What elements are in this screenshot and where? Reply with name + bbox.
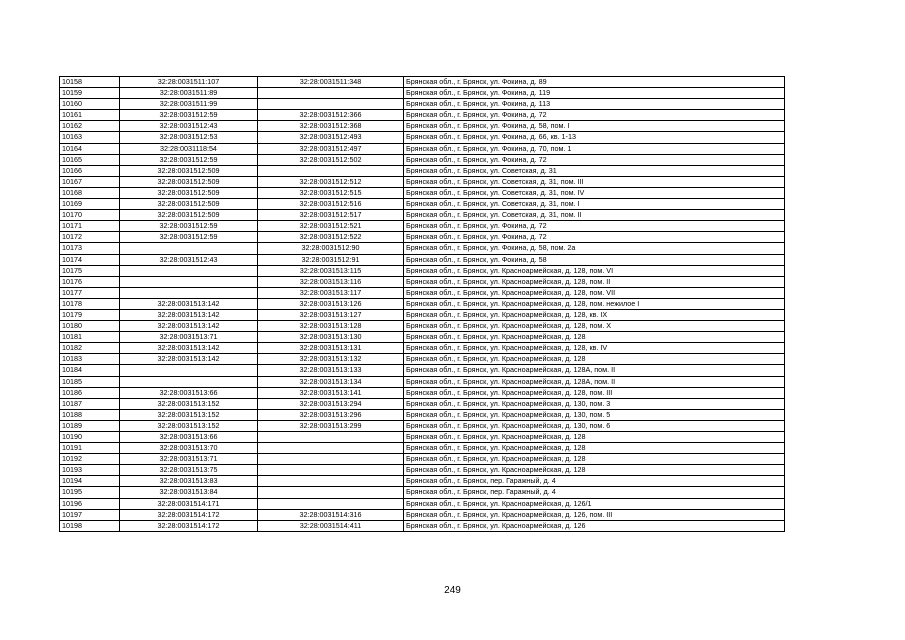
address-cell: Брянская обл., г. Брянск, ул. Красноармейская, д. 130, пом. 6 (404, 420, 785, 431)
object-cadastral-number-cell: 32:28:0031513:116 (258, 276, 404, 287)
address-cell: Брянская обл., г. Брянск, ул. Фокина, д. 58, пом. I (404, 121, 785, 132)
object-cadastral-number-cell: 32:28:0031512:91 (258, 254, 404, 265)
address-cell: Брянская обл., г. Брянск, ул. Красноармейская, д. 130, пом. 5 (404, 409, 785, 420)
cadastral-number-cell (120, 243, 258, 254)
object-cadastral-number-cell: 32:28:0031512:366 (258, 110, 404, 121)
address-cell: Брянская обл., г. Брянск, ул. Красноармейская, д. 128 (404, 432, 785, 443)
table-row (60, 454, 785, 465)
cadastral-number-cell: 32:28:0031512:509 (120, 165, 258, 176)
cadastral-number-cell: 32:28:0031512:59 (120, 232, 258, 243)
cadastral-number-cell: 32:28:0031513:142 (120, 354, 258, 365)
object-cadastral-number-cell (258, 165, 404, 176)
cadastral-number-cell: 32:28:0031513:142 (120, 343, 258, 354)
table-row (60, 298, 785, 309)
table-row (60, 520, 785, 531)
object-cadastral-number-cell: 32:28:0031512:368 (258, 121, 404, 132)
cadastral-number-cell: 32:28:0031513:71 (120, 332, 258, 343)
row-number-cell: 10188 (60, 409, 120, 420)
address-cell: Брянская обл., г. Брянск, ул. Красноармейская, д. 128, пом. VI (404, 265, 785, 276)
object-cadastral-number-cell (258, 88, 404, 99)
row-number-cell: 10165 (60, 154, 120, 165)
address-cell: Брянская обл., г. Брянск, ул. Фокина, д. 72 (404, 232, 785, 243)
row-number-cell: 10167 (60, 176, 120, 187)
row-number-cell: 10169 (60, 199, 120, 210)
table-row (60, 343, 785, 354)
cadastral-number-cell: 32:28:0031513:66 (120, 387, 258, 398)
row-number-cell: 10170 (60, 210, 120, 221)
cadastral-number-cell (120, 365, 258, 376)
cadastral-number-cell: 32:28:0031513:66 (120, 432, 258, 443)
row-number-cell: 10191 (60, 443, 120, 454)
object-cadastral-number-cell (258, 487, 404, 498)
address-cell: Брянская обл., г. Брянск, ул. Красноармейская, д. 128, кв. IV (404, 343, 785, 354)
object-cadastral-number-cell: 32:28:0031511:348 (258, 77, 404, 88)
object-cadastral-number-cell: 32:28:0031514:411 (258, 520, 404, 531)
table-row (60, 354, 785, 365)
object-cadastral-number-cell: 32:28:0031513:141 (258, 387, 404, 398)
object-cadastral-number-cell: 32:28:0031513:294 (258, 398, 404, 409)
table-row (60, 432, 785, 443)
object-cadastral-number-cell: 32:28:0031512:512 (258, 176, 404, 187)
object-cadastral-number-cell (258, 454, 404, 465)
cadastral-number-cell: 32:28:0031512:59 (120, 110, 258, 121)
cadastral-number-cell: 32:28:0031513:70 (120, 443, 258, 454)
row-number-cell: 10190 (60, 432, 120, 443)
object-cadastral-number-cell (258, 432, 404, 443)
table-row (60, 132, 785, 143)
cadastral-number-cell: 32:28:0031511:99 (120, 99, 258, 110)
address-cell: Брянская обл., г. Брянск, ул. Красноармейская, д. 128, кв. IX (404, 309, 785, 320)
address-cell: Брянская обл., г. Брянск, ул. Красноармейская, д. 130, пом. 3 (404, 398, 785, 409)
row-number-cell: 10186 (60, 387, 120, 398)
row-number-cell: 10195 (60, 487, 120, 498)
cadastral-number-cell (120, 276, 258, 287)
table-row (60, 498, 785, 509)
table-row (60, 210, 785, 221)
table-row (60, 221, 785, 232)
address-cell: Брянская обл., г. Брянск, ул. Фокина, д. 72 (404, 221, 785, 232)
row-number-cell: 10183 (60, 354, 120, 365)
row-number-cell: 10173 (60, 243, 120, 254)
address-cell: Брянская обл., г. Брянск, ул. Красноармейская, д. 128 (404, 354, 785, 365)
row-number-cell: 10197 (60, 509, 120, 520)
row-number-cell: 10179 (60, 309, 120, 320)
cadastral-number-cell: 32:28:0031513:152 (120, 398, 258, 409)
cadastral-number-cell: 32:28:0031513:142 (120, 321, 258, 332)
address-cell: Брянская обл., г. Брянск, ул. Фокина, д. 89 (404, 77, 785, 88)
table-row (60, 420, 785, 431)
object-cadastral-number-cell: 32:28:0031513:132 (258, 354, 404, 365)
row-number-cell: 10182 (60, 343, 120, 354)
row-number-cell: 10181 (60, 332, 120, 343)
cadastral-number-cell: 32:28:0031512:43 (120, 254, 258, 265)
object-cadastral-number-cell: 32:28:0031513:130 (258, 332, 404, 343)
object-cadastral-number-cell: 32:28:0031512:497 (258, 143, 404, 154)
row-number-cell: 10168 (60, 187, 120, 198)
cadastral-number-cell: 32:28:0031512:59 (120, 154, 258, 165)
cadastral-number-cell: 32:28:0031513:142 (120, 309, 258, 320)
address-cell: Брянская обл., г. Брянск, ул. Фокина, д. 58 (404, 254, 785, 265)
address-cell: Брянская обл., г. Брянск, ул. Советская, д. 31 (404, 165, 785, 176)
address-cell: Брянская обл., г. Брянск, ул. Красноармейская, д. 128, пом. II (404, 276, 785, 287)
row-number-cell: 10185 (60, 376, 120, 387)
row-number-cell: 10194 (60, 476, 120, 487)
table-row (60, 199, 785, 210)
address-cell: Брянская обл., г. Брянск, ул. Советская, д. 31, пом. I (404, 199, 785, 210)
row-number-cell: 10166 (60, 165, 120, 176)
cadastral-number-cell: 32:28:0031512:59 (120, 221, 258, 232)
address-cell: Брянская обл., г. Брянск, ул. Красноармейская, д. 126/1 (404, 498, 785, 509)
page-number: 249 (444, 585, 461, 596)
address-cell: Брянская обл., г. Брянск, ул. Красноармейская, д. 128, пом. VII (404, 287, 785, 298)
row-number-cell: 10180 (60, 321, 120, 332)
address-cell: Брянская обл., г. Брянск, ул. Красноармейская, д. 126 (404, 520, 785, 531)
cadastral-number-cell: 32:28:0031512:43 (120, 121, 258, 132)
table-row (60, 365, 785, 376)
address-cell: Брянская обл., г. Брянск, ул. Красноармейская, д. 128А, пом. II (404, 365, 785, 376)
table-row (60, 398, 785, 409)
table-row (60, 77, 785, 88)
row-number-cell: 10189 (60, 420, 120, 431)
table-row (60, 476, 785, 487)
cadastral-number-cell: 32:28:0031512:509 (120, 199, 258, 210)
cadastral-number-cell: 32:28:0031514:172 (120, 509, 258, 520)
object-cadastral-number-cell: 32:28:0031513:127 (258, 309, 404, 320)
cadastral-number-cell: 32:28:0031511:107 (120, 77, 258, 88)
row-number-cell: 10158 (60, 77, 120, 88)
cadastral-number-cell: 32:28:0031511:89 (120, 88, 258, 99)
row-number-cell: 10160 (60, 99, 120, 110)
table-row (60, 443, 785, 454)
object-cadastral-number-cell (258, 99, 404, 110)
cadastral-number-cell: 32:28:0031512:53 (120, 132, 258, 143)
table-row (60, 187, 785, 198)
cadastral-number-cell: 32:28:0031513:152 (120, 409, 258, 420)
row-number-cell: 10171 (60, 221, 120, 232)
object-cadastral-number-cell: 32:28:0031514:316 (258, 509, 404, 520)
object-cadastral-number-cell: 32:28:0031512:502 (258, 154, 404, 165)
object-cadastral-number-cell: 32:28:0031513:126 (258, 298, 404, 309)
cadastral-number-cell: 32:28:0031513:84 (120, 487, 258, 498)
address-cell: Брянская обл., г. Брянск, ул. Фокина, д. 72 (404, 154, 785, 165)
cadastral-number-cell: 32:28:0031512:509 (120, 176, 258, 187)
table-row (60, 88, 785, 99)
registry-table-body (60, 77, 785, 532)
object-cadastral-number-cell: 32:28:0031513:117 (258, 287, 404, 298)
address-cell: Брянская обл., г. Брянск, ул. Красноармейская, д. 128 (404, 332, 785, 343)
row-number-cell: 10178 (60, 298, 120, 309)
table-row (60, 332, 785, 343)
row-number-cell: 10184 (60, 365, 120, 376)
table-row (60, 121, 785, 132)
address-cell: Брянская обл., г. Брянск, ул. Красноармейская, д. 128 (404, 443, 785, 454)
cadastral-number-cell: 32:28:0031512:509 (120, 187, 258, 198)
cadastral-number-cell: 32:28:0031513:83 (120, 476, 258, 487)
cadastral-number-cell: 32:28:0031513:75 (120, 465, 258, 476)
cadastral-number-cell (120, 265, 258, 276)
object-cadastral-number-cell: 32:28:0031512:516 (258, 199, 404, 210)
object-cadastral-number-cell: 32:28:0031512:90 (258, 243, 404, 254)
cadastral-number-cell: 32:28:0031514:171 (120, 498, 258, 509)
object-cadastral-number-cell: 32:28:0031512:515 (258, 187, 404, 198)
row-number-cell: 10163 (60, 132, 120, 143)
row-number-cell: 10175 (60, 265, 120, 276)
object-cadastral-number-cell: 32:28:0031513:133 (258, 365, 404, 376)
registry-table (59, 76, 785, 532)
object-cadastral-number-cell: 32:28:0031512:521 (258, 221, 404, 232)
address-cell: Брянская обл., г. Брянск, ул. Фокина, д. 119 (404, 88, 785, 99)
table-row (60, 309, 785, 320)
address-cell: Брянская обл., г. Брянск, ул. Красноармейская, д. 128 (404, 465, 785, 476)
table-row (60, 110, 785, 121)
table-row (60, 143, 785, 154)
table-row (60, 243, 785, 254)
cadastral-number-cell (120, 376, 258, 387)
object-cadastral-number-cell (258, 476, 404, 487)
table-row (60, 176, 785, 187)
cadastral-number-cell: 32:28:0031513:152 (120, 420, 258, 431)
address-cell: Брянская обл., г. Брянск, ул. Красноармейская, д. 128, пом. III (404, 387, 785, 398)
object-cadastral-number-cell: 32:28:0031513:131 (258, 343, 404, 354)
table-row (60, 509, 785, 520)
address-cell: Брянская обл., г. Брянск, ул. Советская, д. 31, пом. II (404, 210, 785, 221)
object-cadastral-number-cell: 32:28:0031512:517 (258, 210, 404, 221)
row-number-cell: 10198 (60, 520, 120, 531)
row-number-cell: 10164 (60, 143, 120, 154)
object-cadastral-number-cell: 32:28:0031513:134 (258, 376, 404, 387)
table-row (60, 387, 785, 398)
row-number-cell: 10172 (60, 232, 120, 243)
cadastral-number-cell: 32:28:0031512:509 (120, 210, 258, 221)
address-cell: Брянская обл., г. Брянск, ул. Фокина, д. 58, пом. 2а (404, 243, 785, 254)
table-row (60, 276, 785, 287)
address-cell: Брянская обл., г. Брянск, ул. Фокина, д. 113 (404, 99, 785, 110)
cadastral-number-cell: 32:28:0031513:142 (120, 298, 258, 309)
table-row (60, 487, 785, 498)
object-cadastral-number-cell: 32:28:0031513:296 (258, 409, 404, 420)
object-cadastral-number-cell: 32:28:0031513:128 (258, 321, 404, 332)
row-number-cell: 10177 (60, 287, 120, 298)
row-number-cell: 10192 (60, 454, 120, 465)
cadastral-number-cell: 32:28:0031513:71 (120, 454, 258, 465)
table-row (60, 265, 785, 276)
cadastral-number-cell (120, 287, 258, 298)
table-row (60, 165, 785, 176)
row-number-cell: 10193 (60, 465, 120, 476)
object-cadastral-number-cell: 32:28:0031513:115 (258, 265, 404, 276)
row-number-cell: 10176 (60, 276, 120, 287)
address-cell: Брянская обл., г. Брянск, ул. Советская, д. 31, пом. III (404, 176, 785, 187)
object-cadastral-number-cell (258, 498, 404, 509)
row-number-cell: 10187 (60, 398, 120, 409)
address-cell: Брянская обл., г. Брянск, ул. Советская, д. 31, пом. IV (404, 187, 785, 198)
table-row (60, 376, 785, 387)
object-cadastral-number-cell: 32:28:0031513:299 (258, 420, 404, 431)
table-row (60, 154, 785, 165)
row-number-cell: 10159 (60, 88, 120, 99)
object-cadastral-number-cell (258, 465, 404, 476)
table-row (60, 465, 785, 476)
address-cell: Брянская обл., г. Брянск, пер. Гаражный, д. 4 (404, 476, 785, 487)
object-cadastral-number-cell: 32:28:0031512:522 (258, 232, 404, 243)
row-number-cell: 10161 (60, 110, 120, 121)
table-row (60, 232, 785, 243)
table-row (60, 254, 785, 265)
row-number-cell: 10174 (60, 254, 120, 265)
table-row (60, 99, 785, 110)
object-cadastral-number-cell (258, 443, 404, 454)
row-number-cell: 10162 (60, 121, 120, 132)
address-cell: Брянская обл., г. Брянск, ул. Красноармейская, д. 128А, пом. II (404, 376, 785, 387)
address-cell: Брянская обл., г. Брянск, ул. Фокина, д. 66, кв. 1-13 (404, 132, 785, 143)
address-cell: Брянская обл., г. Брянск, ул. Фокина, д. 72 (404, 110, 785, 121)
address-cell: Брянская обл., г. Брянск, ул. Красноармейская, д. 126, пом. III (404, 509, 785, 520)
cadastral-number-cell: 32:28:0031118:54 (120, 143, 258, 154)
address-cell: Брянская обл., г. Брянск, пер. Гаражный, д. 4 (404, 487, 785, 498)
object-cadastral-number-cell: 32:28:0031512:493 (258, 132, 404, 143)
address-cell: Брянская обл., г. Брянск, ул. Красноармейская, д. 128, пом. X (404, 321, 785, 332)
table-row (60, 321, 785, 332)
row-number-cell: 10196 (60, 498, 120, 509)
cadastral-number-cell: 32:28:0031514:172 (120, 520, 258, 531)
address-cell: Брянская обл., г. Брянск, ул. Красноармейская, д. 128 (404, 454, 785, 465)
table-row (60, 287, 785, 298)
address-cell: Брянская обл., г. Брянск, ул. Фокина, д. 70, пом. 1 (404, 143, 785, 154)
address-cell: Брянская обл., г. Брянск, ул. Красноармейская, д. 128, пом. нежилое I (404, 298, 785, 309)
table-row (60, 409, 785, 420)
